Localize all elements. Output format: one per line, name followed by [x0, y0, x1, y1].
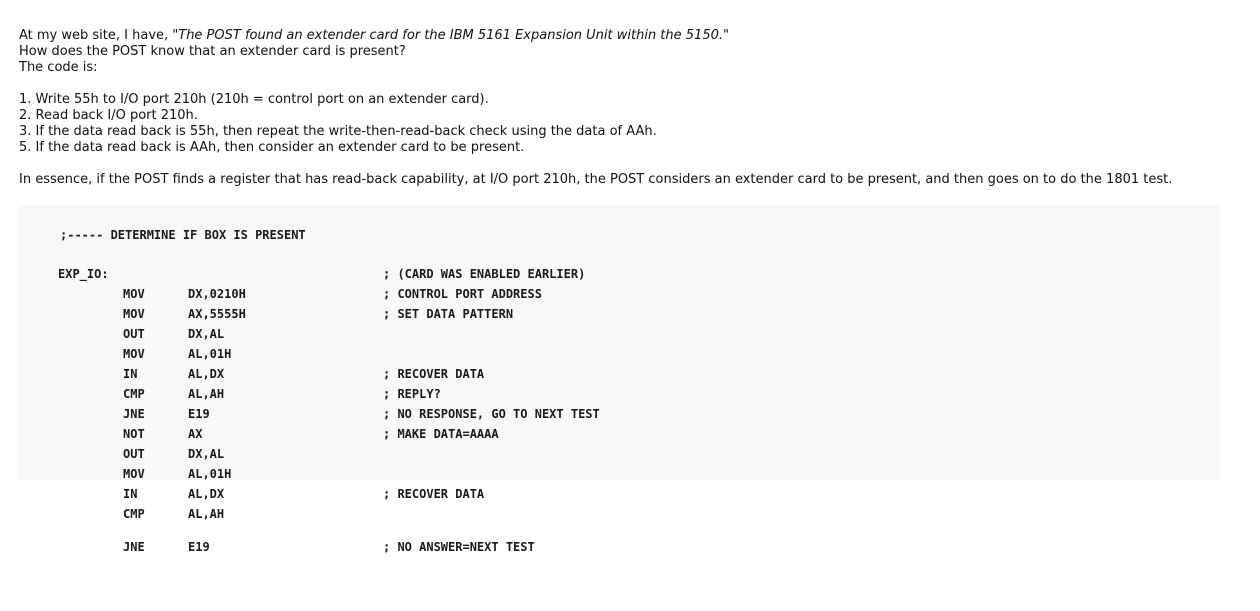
step-item: 3. If the data read back is 55h, then repeat the write-then-read-back check using the data of AAh.	[19, 124, 657, 139]
code-opcode: CMP	[123, 507, 145, 521]
code-comment: ; RECOVER DATA	[383, 367, 485, 381]
step-item: 5. If the data read back is AAh, then consider an extender card to be present.	[19, 140, 525, 155]
code-opcode: MOV	[123, 467, 145, 481]
code-operand: DX,AL	[188, 447, 225, 461]
listing-label-comment: ; (CARD WAS ENABLED EARLIER)	[383, 267, 586, 281]
spacer	[19, 156, 1249, 172]
code-operand: AL,DX	[188, 487, 225, 501]
code-row	[0, 427, 1260, 447]
code-row	[0, 347, 1260, 367]
code-comment: ; MAKE DATA=AAAA	[383, 427, 499, 441]
code-listing-image	[0, 195, 1260, 585]
intro-text	[19, 28, 1249, 188]
code-row	[0, 467, 1260, 487]
code-operand: AL,AH	[188, 387, 225, 401]
code-row	[0, 387, 1260, 407]
code-comment: ; NO ANSWER=NEXT TEST	[383, 540, 535, 554]
code-comment: ; NO RESPONSE, GO TO NEXT TEST	[383, 407, 600, 421]
code-comment: ; SET DATA PATTERN	[383, 307, 514, 321]
code-comment: ; REPLY?	[383, 387, 441, 401]
step-item: 1. Write 55h to I/O port 210h (210h = control port on an extender card).	[19, 92, 489, 107]
code-row	[0, 327, 1260, 347]
step-item: 2. Read back I/O port 210h.	[19, 108, 198, 123]
summary-text: In essence, if the POST finds a register that has read-back capability, at I/O port 210h, the POST considers an extender card to be present, and then goes on to do the 1801 test.	[19, 172, 1173, 187]
code-row	[0, 487, 1260, 507]
code-row	[0, 367, 1260, 387]
code-operand: AL,DX	[188, 367, 225, 381]
code-operand: E19	[188, 407, 210, 421]
code-operand: E19	[188, 540, 210, 554]
code-operand: DX,0210H	[188, 287, 246, 301]
code-row	[0, 507, 1260, 527]
code-opcode: NOT	[123, 427, 145, 441]
intro-code-lead: The code is:	[19, 60, 98, 75]
code-opcode: JNE	[123, 540, 145, 554]
code-row	[0, 407, 1260, 427]
code-operand: AL,AH	[188, 507, 225, 521]
intro-line-quote	[19, 28, 1249, 44]
spacer	[19, 76, 1249, 92]
code-operand: AL,01H	[188, 467, 232, 481]
listing-header: ;----- DETERMINE IF BOX IS PRESENT	[60, 228, 306, 242]
code-row	[0, 447, 1260, 467]
code-operand: AX	[188, 427, 203, 441]
code-operand: DX,AL	[188, 327, 225, 341]
code-opcode: OUT	[123, 327, 145, 341]
code-row	[0, 540, 1260, 560]
code-opcode: IN	[123, 367, 138, 381]
code-operand: AL,01H	[188, 347, 232, 361]
code-opcode: MOV	[123, 347, 145, 361]
code-comment: ; RECOVER DATA	[383, 487, 485, 501]
intro-suffix: "	[723, 28, 729, 43]
code-opcode: OUT	[123, 447, 145, 461]
code-opcode: JNE	[123, 407, 145, 421]
listing-label: EXP_IO:	[58, 267, 109, 281]
code-comment: ; CONTROL PORT ADDRESS	[383, 287, 542, 301]
code-row	[0, 287, 1260, 307]
code-opcode: CMP	[123, 387, 145, 401]
code-opcode: MOV	[123, 287, 145, 301]
code-operand: AX,5555H	[188, 307, 246, 321]
intro-quote: The POST found an extender card for the IBM 5161 Expansion Unit within the 5150.	[178, 28, 723, 43]
code-opcode: IN	[123, 487, 138, 501]
intro-question: How does the POST know that an extender card is present?	[19, 44, 406, 59]
code-opcode: MOV	[123, 307, 145, 321]
intro-prefix: At my web site, I have, "	[19, 28, 179, 43]
code-row	[0, 307, 1260, 327]
